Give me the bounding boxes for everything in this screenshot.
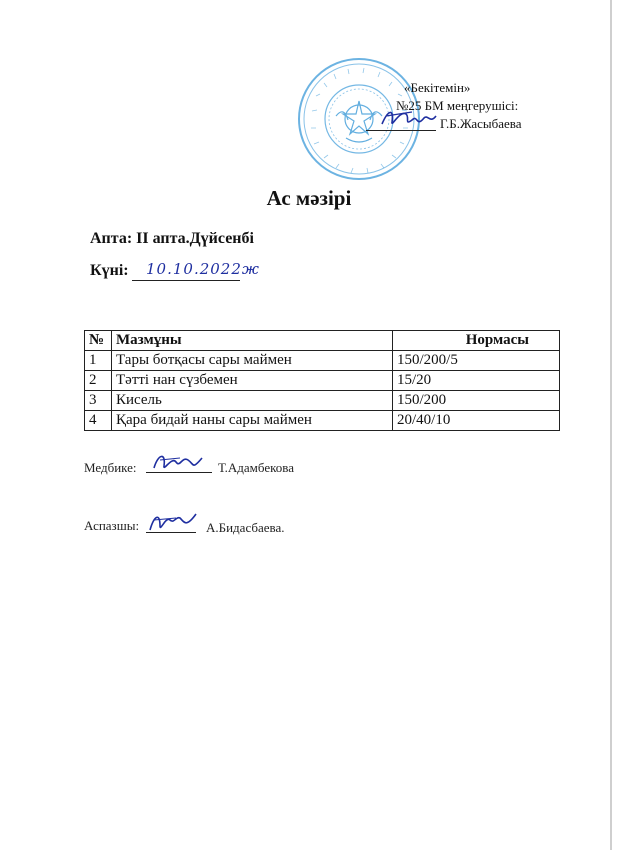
medic-signature — [150, 448, 210, 476]
row-content: Қара бидай наны сары маймен — [112, 411, 393, 431]
date-value: 10.10.2022ж — [146, 260, 260, 278]
row-norm: 20/40/10 — [393, 411, 560, 431]
row-num: 2 — [85, 371, 112, 391]
table-row — [85, 411, 560, 431]
menu-table — [84, 330, 560, 431]
row-num: 4 — [85, 411, 112, 431]
table-row — [85, 371, 560, 391]
approval-position: №25 БМ меңгерушісі: — [396, 98, 519, 113]
week-label: Апта: II апта.Дүйсенбі — [90, 230, 254, 247]
row-num: 1 — [85, 351, 112, 371]
row-content: Кисель — [112, 391, 393, 411]
medic-name: Т.Адамбекова — [218, 460, 294, 475]
page-edge — [610, 0, 612, 850]
document-title: Ас мәзірі — [266, 186, 352, 210]
cook-name: А.Бидасбаева. — [206, 520, 285, 535]
table-row — [85, 391, 560, 411]
head-signature — [378, 102, 440, 132]
row-content: Тәтті нан сүзбемен — [112, 371, 393, 391]
medic-label: Медбике: — [84, 460, 137, 475]
cook-label: Аспазшы: — [84, 518, 140, 533]
row-content: Тары ботқасы сары маймен — [112, 351, 393, 371]
table-row — [85, 351, 560, 371]
approval-title: «Бекітемін» — [404, 80, 471, 95]
row-norm: 150/200/5 — [393, 351, 560, 371]
row-norm: 150/200 — [393, 391, 560, 411]
row-num: 3 — [85, 391, 112, 411]
row-norm: 15/20 — [393, 371, 560, 391]
header-num: № — [85, 331, 112, 351]
date-label: Күні: — [90, 262, 129, 279]
header-norm: Нормасы — [393, 331, 560, 351]
header-content: Мазмұны — [112, 331, 393, 351]
cook-signature — [146, 506, 202, 536]
table-header-row — [85, 331, 560, 351]
approval-name: Г.Б.Жасыбаева — [440, 116, 522, 131]
